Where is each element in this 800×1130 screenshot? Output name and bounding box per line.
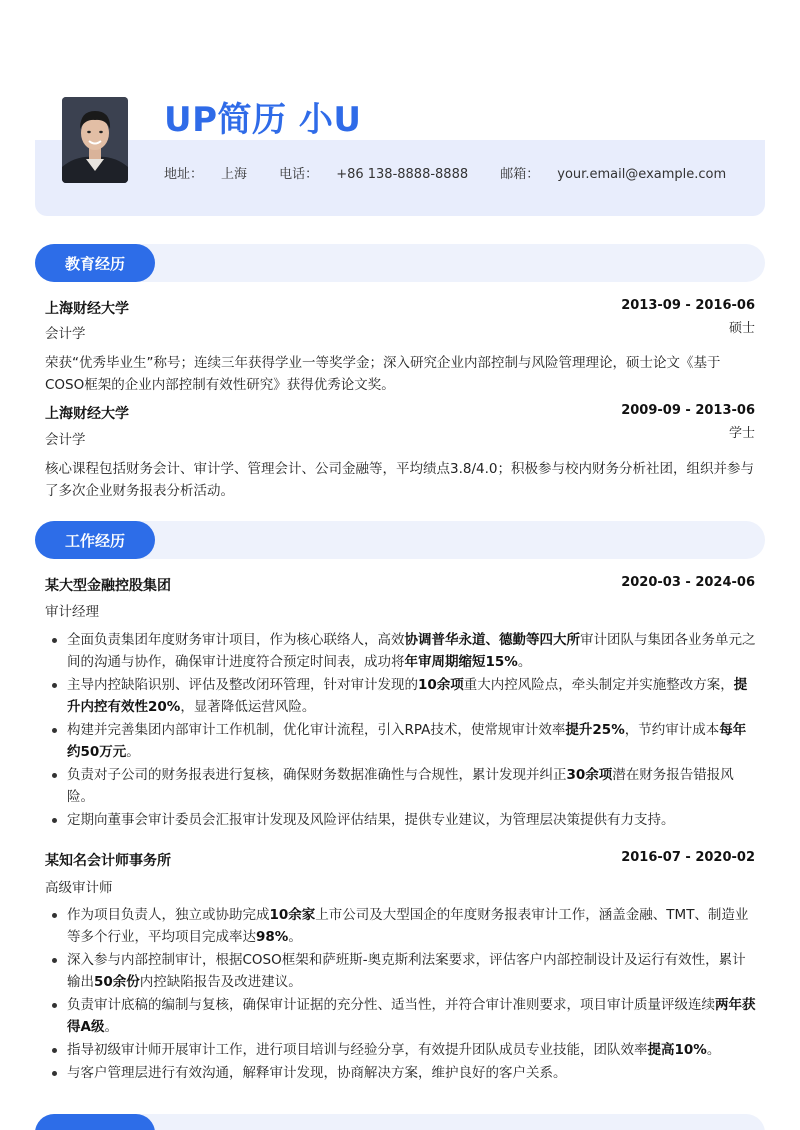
bullet-item: 深入参与内部控制审计，根据COSO框架和萨班斯-奥克斯利法案要求，评估客户内部控制设计及运行有效性，累计输出50余份内控缺陷报告及改进建议。 xyxy=(45,949,757,993)
edu-1-school: 上海财经大学 xyxy=(45,301,129,317)
phone-label: 电话： xyxy=(279,167,319,182)
work-section-title: 工作经历 xyxy=(35,521,155,559)
edu-2-degree: 学士 xyxy=(728,426,755,441)
education-section-bar xyxy=(35,244,765,282)
avatar-icon xyxy=(62,97,128,183)
highlight-text: 30余项 xyxy=(566,767,613,783)
highlight-text: 每年约50万元 xyxy=(67,722,747,760)
bullet-item: 主导内控缺陷识别、评估及整改闭环管理，针对审计发现的10余项重大内控风险点，牵头制定并实施整改方案，提升内控有效性20%，显著降低运营风险。 xyxy=(45,674,757,718)
email-value: your.email@example.com xyxy=(557,167,727,182)
candidate-name: UP简历 小U xyxy=(164,100,362,140)
bullet-item: 负责审计底稿的编制与复核，确保审计证据的充分性、适当性，并符合审计准则要求，项目审计质量评级连续两年获得A级。 xyxy=(45,994,757,1038)
education-section-title: 教育经历 xyxy=(35,244,155,282)
highlight-text: 50余份 xyxy=(94,974,140,990)
work-1-date: 2020-03 - 2024-06 xyxy=(621,575,755,590)
phone-value: +86 138-8888-8888 xyxy=(336,167,469,182)
edu-1-desc: 荣获“优秀毕业生”称号；连续三年获得学业一等奖学金；深入研究企业内部控制与风险管理理论，硕士论文《基于COSO框架的企业内部控制有效性研究》获得优秀论文奖。 xyxy=(45,355,721,393)
edu-2-school: 上海财经大学 xyxy=(45,406,129,422)
highlight-text: 10余家 xyxy=(269,907,316,923)
highlight-text: 协调普华永道、德勤等四大所 xyxy=(404,632,580,648)
edu-2-date: 2009-09 - 2013-06 xyxy=(621,403,755,418)
highlight-text: 提升内控有效性20% xyxy=(67,677,748,715)
next-section-bar xyxy=(35,1114,765,1130)
work-2-company: 某知名会计师事务所 xyxy=(45,853,171,869)
work-1-bullets xyxy=(45,629,757,832)
address-label: 地址： xyxy=(164,167,204,182)
highlight-text: 年审周期缩短15% xyxy=(404,654,518,670)
work-2-bullets xyxy=(45,904,757,1085)
work-1-role: 审计经理 xyxy=(45,604,99,620)
bullet-item: 负责对子公司的财务报表进行复核，确保财务数据准确性与合规性，累计发现并纠正30余项潜在财务报告错报风险。 xyxy=(45,764,757,808)
bullet-item: 全面负责集团年度财务审计项目，作为核心联络人，高效协调普华永道、德勤等四大所审计团队与集团各业务单元之间的沟通与协作，确保审计进度符合预定时间表，成功将年审周期缩短15%。 xyxy=(45,629,757,673)
highlight-text: 10余项 xyxy=(418,677,464,693)
bullet-item: 定期向董事会审计委员会汇报审计发现及风险评估结果，提供专业建议，为管理层决策提供有力支持。 xyxy=(45,809,757,831)
contact-info xyxy=(164,163,754,182)
address-value: 上海 xyxy=(221,167,248,182)
highlight-text: 98% xyxy=(256,929,289,945)
edu-1-date: 2013-09 - 2016-06 xyxy=(621,298,755,313)
work-2-role: 高级审计师 xyxy=(45,880,113,896)
bullet-item: 构建并完善集团内部审计工作机制，优化审计流程，引入RPA技术，使常规审计效率提升25%，节约审计成本每年约50万元。 xyxy=(45,719,757,763)
highlight-text: 提高10% xyxy=(647,1042,707,1058)
highlight-text: 提升25% xyxy=(565,722,625,738)
bullet-item: 指导初级审计师开展审计工作，进行项目培训与经验分享，有效提升团队成员专业技能，团队效率提高10%。 xyxy=(45,1039,757,1061)
edu-2-desc: 核心课程包括财务会计、审计学、管理会计、公司金融等，平均绩点3.8/4.0；积极参与校内财务分析社团，组织并参与了多次企业财务报表分析活动。 xyxy=(45,461,754,499)
bullet-item: 作为项目负责人，独立或协助完成10余家上市公司及大型国企的年度财务报表审计工作，涵盖金融、TMT、制造业等多个行业，平均项目完成率达98%。 xyxy=(45,904,757,948)
work-section-bar xyxy=(35,521,765,559)
email-label: 邮箱： xyxy=(500,167,540,182)
bullet-item: 与客户管理层进行有效沟通，解释审计发现，协商解决方案，维护良好的客户关系。 xyxy=(45,1062,757,1084)
edu-1-major: 会计学 xyxy=(45,326,86,342)
next-section-pill xyxy=(35,1114,155,1130)
work-2-date: 2016-07 - 2020-02 xyxy=(621,850,755,865)
profile-photo xyxy=(62,97,128,183)
edu-1-degree: 硕士 xyxy=(728,321,755,336)
edu-2-major: 会计学 xyxy=(45,432,86,448)
highlight-text: 两年获得A级 xyxy=(67,997,756,1035)
work-1-company: 某大型金融控股集团 xyxy=(45,578,171,594)
